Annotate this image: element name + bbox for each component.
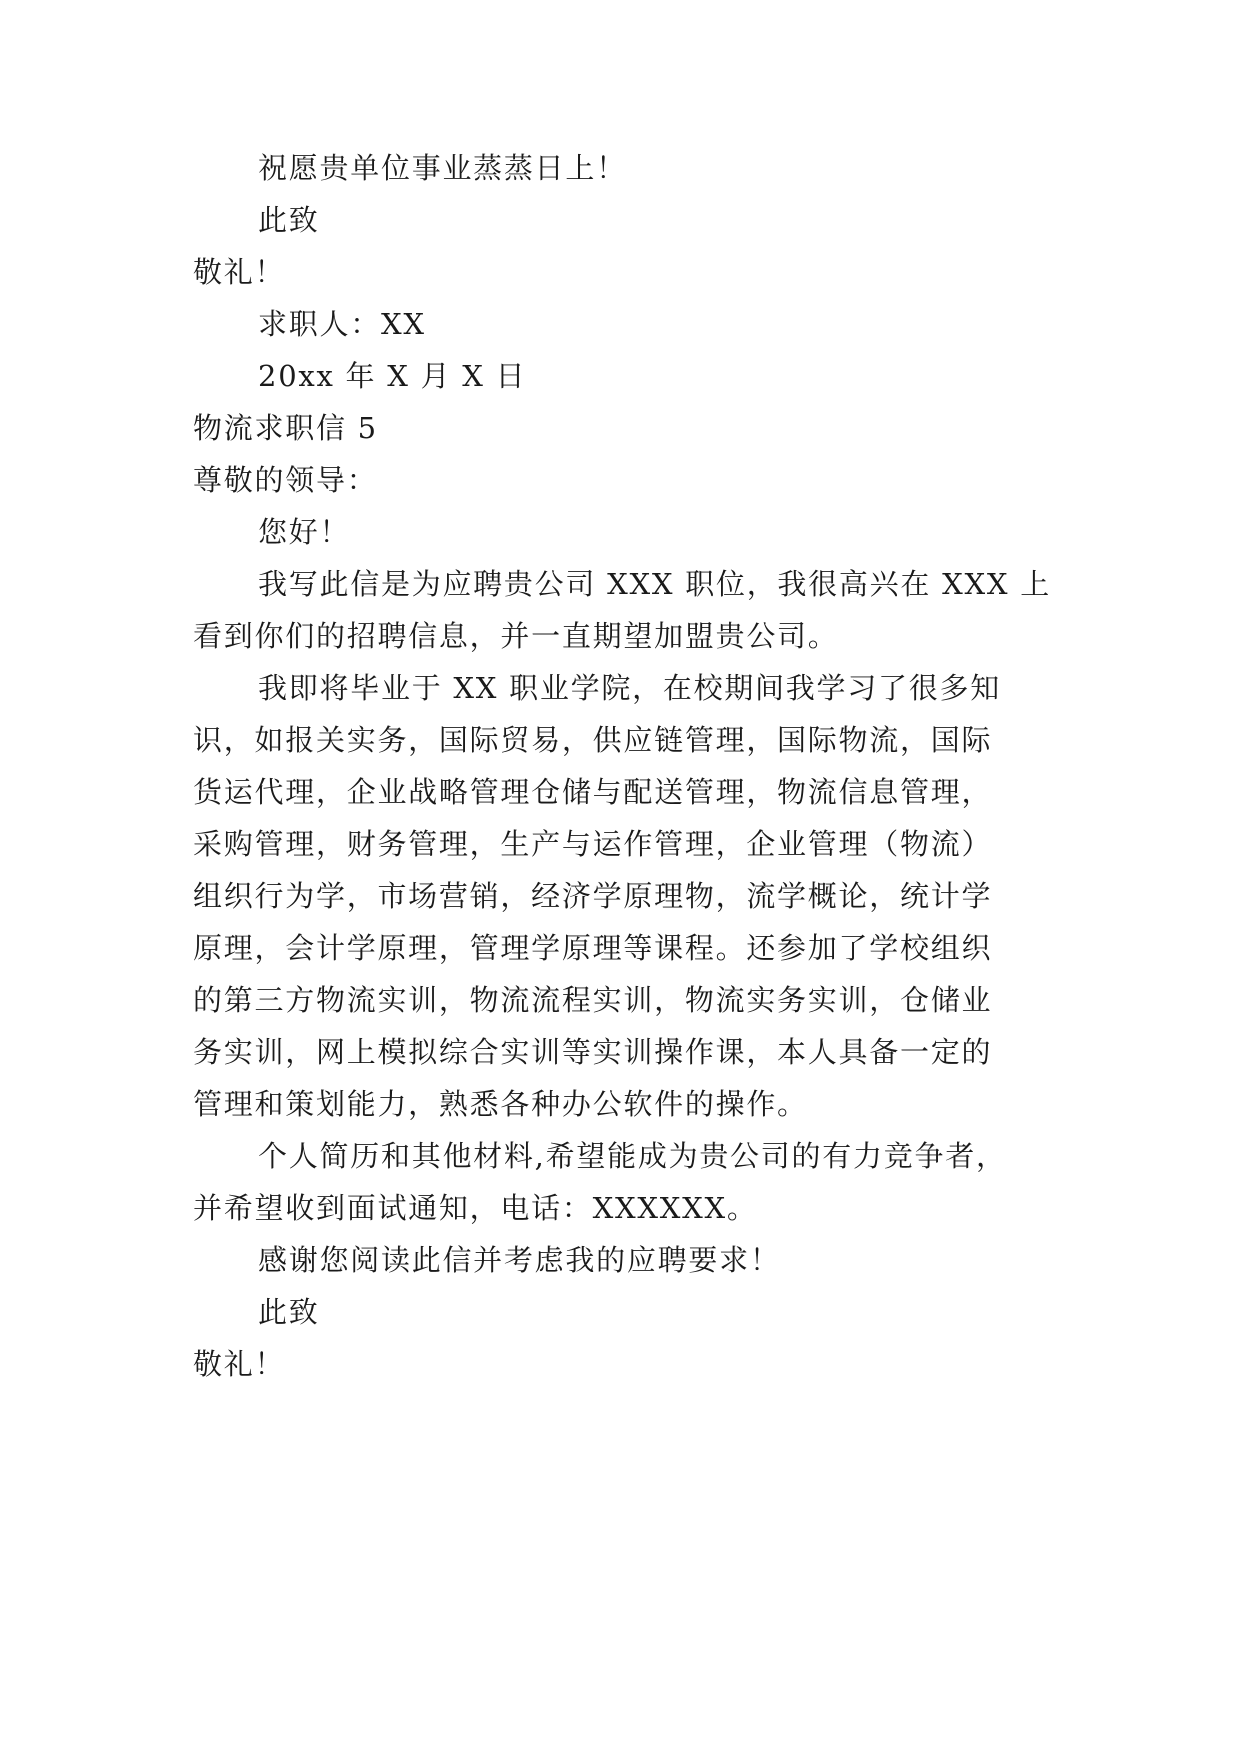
paragraph-line: 看到你们的招聘信息，并一直期望加盟贵公司。	[193, 619, 839, 653]
paragraph-line: 货运代理，企业战略管理仓储与配送管理，物流信息管理，	[193, 775, 993, 809]
section-title: 物流求职信 5	[193, 411, 378, 445]
paragraph-line: 个人简历和其他材料,希望能成为贵公司的有力竞争者，	[258, 1139, 1007, 1173]
paragraph-line: 识，如报关实务，国际贸易，供应链管理，国际物流，国际	[193, 723, 993, 757]
paragraph-line: 的第三方物流实训，物流流程实训，物流实务实训，仓储业	[193, 983, 993, 1017]
thanks-line: 感谢您阅读此信并考虑我的应聘要求！	[258, 1243, 781, 1277]
letter-hello: 您好！	[258, 515, 351, 549]
closing-respect: 敬礼！	[193, 255, 286, 289]
letter-greeting: 尊敬的领导：	[193, 463, 378, 497]
paragraph-line: 我写此信是为应聘贵公司 XXX 职位，我很高兴在 XXX 上	[258, 567, 1051, 601]
closing-salutation-2: 此致	[258, 1295, 320, 1329]
paragraph-line: 原理，会计学原理，管理学原理等课程。还参加了学校组织	[193, 931, 993, 965]
paragraph-line: 组织行为学，市场营销，经济学原理物，流学概论，统计学	[193, 879, 993, 913]
paragraph-line: 务实训，网上模拟综合实训等实训操作课，本人具备一定的	[193, 1035, 993, 1069]
paragraph-line: 管理和策划能力，熟悉各种办公软件的操作。	[193, 1087, 808, 1121]
closing-salutation: 此致	[258, 203, 320, 237]
paragraph-line: 采购管理，财务管理，生产与运作管理，企业管理（物流）	[193, 827, 993, 861]
closing-wish: 祝愿贵单位事业蒸蒸日上！	[258, 151, 627, 185]
signer-name: 求职人：XX	[258, 307, 426, 341]
closing-respect-2: 敬礼！	[193, 1347, 286, 1381]
paragraph-line: 我即将毕业于 XX 职业学院，在校期间我学习了很多知	[258, 671, 1001, 705]
letter-date: 20xx 年 X 月 X 日	[258, 359, 527, 393]
paragraph-line: 并希望收到面试通知，电话：XXXXXX。	[193, 1191, 758, 1225]
